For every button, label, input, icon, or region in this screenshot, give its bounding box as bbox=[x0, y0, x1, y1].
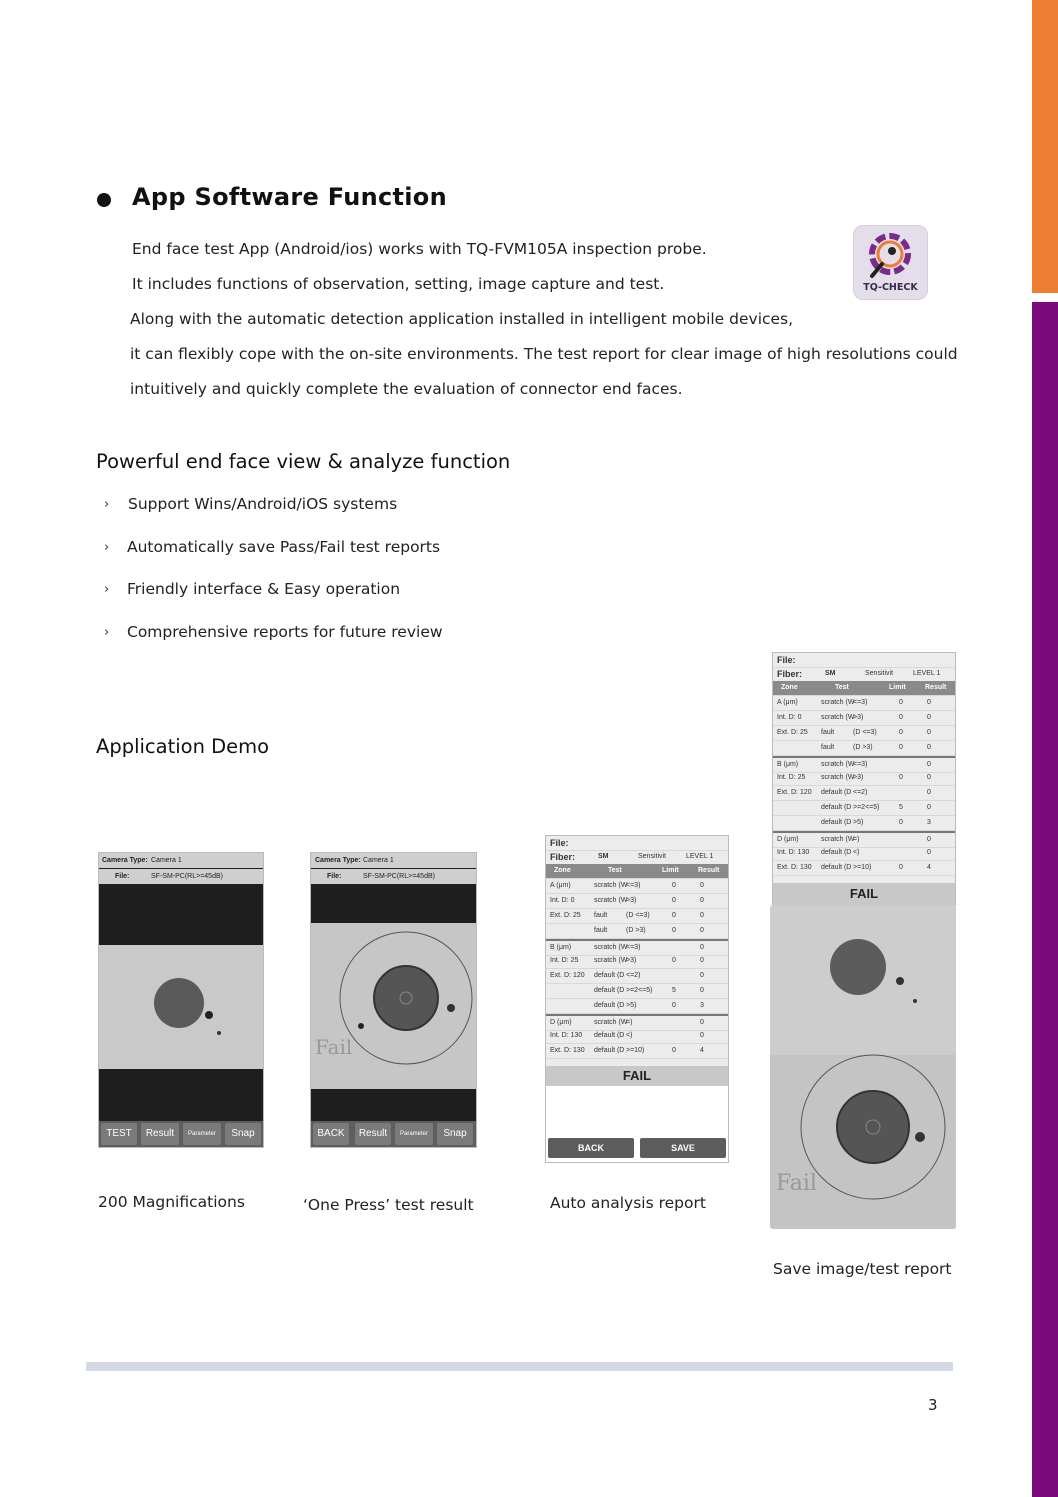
report-cell: scratch (W bbox=[594, 1019, 628, 1026]
report-cell: 5 bbox=[672, 987, 676, 994]
report-cell: scratch (W bbox=[594, 957, 628, 964]
feature-item: Support Wins/Android/iOS systems bbox=[128, 495, 398, 513]
fail-overlay-text: Fail bbox=[315, 1035, 353, 1059]
report-cell: 0 bbox=[672, 897, 676, 904]
section-bullet bbox=[97, 193, 111, 207]
report-row bbox=[773, 696, 955, 711]
report-cell: D (μm) bbox=[777, 836, 799, 843]
report-cell: 0 bbox=[672, 957, 676, 964]
report-cell: scratch (W bbox=[594, 944, 628, 951]
report-cell: 0 bbox=[672, 927, 676, 934]
report-cell: scratch (W bbox=[821, 714, 855, 721]
report-cell: 0 bbox=[672, 1002, 676, 1009]
tq-check-app-icon bbox=[854, 226, 927, 299]
report-cell: Int. D: 25 bbox=[550, 957, 579, 964]
report-cell: Ext. D: 130 bbox=[550, 1047, 585, 1054]
report-cell: A (μm) bbox=[777, 699, 798, 706]
report-row bbox=[773, 726, 955, 741]
report-cell: >=10) bbox=[853, 864, 872, 871]
report-row bbox=[773, 786, 955, 801]
list-bullet: › bbox=[104, 540, 110, 555]
report-row bbox=[546, 1044, 728, 1059]
test-button[interactable]: TEST bbox=[101, 1123, 137, 1145]
report-cell: default (D bbox=[821, 864, 852, 871]
saved-report-table bbox=[772, 652, 956, 906]
report-cell: 5 bbox=[899, 804, 903, 811]
saved-end-face-images bbox=[770, 905, 956, 1229]
report-cell: 0 bbox=[700, 882, 704, 889]
intro-line: Along with the automatic detection application installed in intelligent mobile devices, bbox=[130, 310, 794, 328]
report-row bbox=[773, 741, 955, 756]
report-cell: Int. D: 130 bbox=[777, 849, 810, 856]
report-cell: >5) bbox=[853, 819, 864, 826]
intro-line: intuitively and quickly complete the evaluation of connector end faces. bbox=[130, 380, 683, 398]
report-fail-label: FAIL bbox=[773, 883, 955, 905]
report-cell: 3 bbox=[927, 819, 931, 826]
report-cell: 0 bbox=[700, 1032, 704, 1039]
logo-label: TQ-CHECK bbox=[863, 282, 918, 293]
report-cell: scratch (W bbox=[594, 882, 628, 889]
report-cell: default (D bbox=[821, 804, 852, 811]
intro-line: it can flexibly cope with the on-site environments. The test report for clear image of high resolutions could bbox=[130, 345, 958, 363]
caption-test-result: ‘One Press’ test result bbox=[303, 1196, 474, 1214]
report-cell: default (D bbox=[594, 1047, 625, 1054]
report-cell: Ext. D: 120 bbox=[550, 972, 585, 979]
side-accent-orange bbox=[1032, 0, 1058, 293]
report-header-row: Zone Test Limit Result bbox=[546, 864, 728, 879]
report-cell: default (D bbox=[821, 789, 852, 796]
report-cell: <=3) bbox=[626, 882, 641, 889]
report-cell: 0 bbox=[927, 836, 931, 843]
report-cell: Ext. D: 120 bbox=[777, 789, 812, 796]
end-face-view bbox=[311, 923, 476, 1089]
camera-type-row: Camera Type: Camera 1 bbox=[311, 853, 476, 868]
phone-screenshot-magnification bbox=[98, 852, 264, 1148]
back-button[interactable]: BACK bbox=[313, 1123, 349, 1145]
report-row bbox=[773, 816, 955, 831]
report-cell: fault bbox=[594, 927, 608, 934]
report-cell: >=10) bbox=[626, 1047, 645, 1054]
feature-item: Automatically save Pass/Fail test reports bbox=[127, 538, 441, 556]
report-cell: =) bbox=[853, 836, 860, 843]
report-row bbox=[546, 909, 728, 924]
report-row bbox=[773, 861, 955, 876]
report-cell: default (D bbox=[594, 972, 625, 979]
auto-analysis-report-screen bbox=[545, 835, 729, 1163]
report-cell: 0 bbox=[700, 927, 704, 934]
report-row bbox=[773, 801, 955, 816]
report-cell: Ext. D: 25 bbox=[550, 912, 581, 919]
parameter-button[interactable]: Parameter bbox=[395, 1123, 433, 1145]
report-cell: (D >3) bbox=[626, 927, 646, 934]
feature-item: Friendly interface & Easy operation bbox=[127, 580, 401, 598]
result-button[interactable]: Result bbox=[141, 1123, 179, 1145]
fiber-end-face-image bbox=[311, 923, 476, 1089]
report-cell: fault bbox=[594, 912, 608, 919]
report-cell: 0 bbox=[927, 849, 931, 856]
report-cell: 0 bbox=[899, 774, 903, 781]
report-cell: 0 bbox=[700, 987, 704, 994]
report-cell: <) bbox=[626, 1032, 633, 1039]
report-cell: 0 bbox=[927, 714, 931, 721]
intro-line: It includes functions of observation, setting, image capture and test. bbox=[132, 275, 665, 293]
report-cell: >3) bbox=[853, 714, 864, 721]
report-cell: >3) bbox=[853, 774, 864, 781]
parameter-button[interactable]: Parameter bbox=[183, 1123, 221, 1145]
report-cell: 0 bbox=[672, 882, 676, 889]
report-cell: A (μm) bbox=[550, 882, 571, 889]
fail-overlay-text: Fail bbox=[776, 1171, 817, 1196]
report-cell: 0 bbox=[927, 699, 931, 706]
report-cell: default (D bbox=[821, 819, 852, 826]
snap-button[interactable]: Snap bbox=[437, 1123, 473, 1145]
report-cell: 0 bbox=[899, 714, 903, 721]
result-button[interactable]: Result bbox=[355, 1123, 391, 1145]
end-face-view bbox=[99, 945, 263, 1069]
report-cell: (D <=3) bbox=[853, 729, 877, 736]
file-row: File: SF-SM-PC(RL>=45dB) bbox=[311, 869, 476, 884]
report-cell: Ext. D: 25 bbox=[777, 729, 808, 736]
report-fiber-row: Fiber: SM Sensitivit LEVEL 1 bbox=[773, 667, 955, 682]
report-cell: <) bbox=[853, 849, 860, 856]
report-cell: <=2) bbox=[853, 789, 868, 796]
report-cell: 0 bbox=[899, 744, 903, 751]
report-cell: 0 bbox=[700, 897, 704, 904]
report-cell: (D >3) bbox=[853, 744, 873, 751]
report-row bbox=[546, 894, 728, 909]
caption-analysis-report: Auto analysis report bbox=[550, 1194, 706, 1212]
report-cell: 0 bbox=[672, 1047, 676, 1054]
report-cell: fault bbox=[821, 744, 835, 751]
report-cell: B (μm) bbox=[550, 944, 572, 951]
report-cell: default (D bbox=[594, 1002, 625, 1009]
report-cell: <=3) bbox=[853, 761, 868, 768]
report-row bbox=[546, 984, 728, 999]
report-file-row: File: bbox=[546, 836, 728, 851]
report-file-row: File: bbox=[773, 653, 955, 668]
report-cell: B (μm) bbox=[777, 761, 799, 768]
report-cell: 0 bbox=[700, 972, 704, 979]
list-bullet: › bbox=[104, 625, 110, 640]
phone-screenshot-test-result bbox=[310, 852, 477, 1148]
report-cell: scratch (W bbox=[821, 699, 855, 706]
report-cell: 0 bbox=[927, 789, 931, 796]
report-cell: scratch (W bbox=[821, 774, 855, 781]
report-cell: 0 bbox=[927, 761, 931, 768]
report-cell: 0 bbox=[927, 729, 931, 736]
demo-heading: Application Demo bbox=[96, 735, 270, 758]
feature-heading: Powerful end face view & analyze function bbox=[96, 450, 511, 473]
side-accent-purple bbox=[1032, 302, 1058, 1497]
report-cell: 0 bbox=[899, 864, 903, 871]
report-row bbox=[546, 879, 728, 894]
report-cell: >3) bbox=[626, 897, 637, 904]
report-cell: scratch (W bbox=[821, 836, 855, 843]
report-cell: 0 bbox=[700, 1019, 704, 1026]
back-button[interactable]: BACK bbox=[548, 1138, 634, 1158]
report-row bbox=[773, 771, 955, 786]
report-cell: D (μm) bbox=[550, 1019, 572, 1026]
file-row: File: SF-SM-PC(RL>=45dB) bbox=[99, 869, 263, 884]
report-cell: Ext. D: 130 bbox=[777, 864, 812, 871]
report-cell: >5) bbox=[626, 1002, 637, 1009]
report-cell: >3) bbox=[626, 957, 637, 964]
feature-item: Comprehensive reports for future review bbox=[127, 623, 443, 641]
caption-magnification: 200 Magnifications bbox=[98, 1193, 245, 1211]
report-cell: default (D bbox=[821, 849, 852, 856]
report-cell: 4 bbox=[700, 1047, 704, 1054]
camera-type-row: Camera Type: Camera 1 bbox=[99, 853, 263, 868]
report-cell: Int. D: 0 bbox=[777, 714, 802, 721]
report-row bbox=[546, 999, 728, 1014]
report-cell: 0 bbox=[700, 957, 704, 964]
report-cell: >=2<=5) bbox=[853, 804, 880, 811]
report-cell: (D <=3) bbox=[626, 912, 650, 919]
report-cell: Int. D: 130 bbox=[550, 1032, 583, 1039]
report-cell: 0 bbox=[899, 729, 903, 736]
report-row bbox=[546, 954, 728, 969]
report-cell: 0 bbox=[899, 819, 903, 826]
report-fail-label: FAIL bbox=[546, 1066, 728, 1086]
report-cell: fault bbox=[821, 729, 835, 736]
report-cell: default (D bbox=[594, 1032, 625, 1039]
page-number: 3 bbox=[928, 1396, 938, 1414]
caption-save-report: Save image/test report bbox=[773, 1260, 952, 1278]
list-bullet: › bbox=[104, 497, 110, 512]
report-row bbox=[773, 711, 955, 726]
report-row bbox=[546, 924, 728, 939]
list-bullet: › bbox=[104, 582, 110, 597]
report-row bbox=[773, 846, 955, 861]
report-cell: Int. D: 25 bbox=[777, 774, 806, 781]
report-cell: 0 bbox=[700, 944, 704, 951]
fiber-end-face-image bbox=[99, 945, 263, 1069]
snap-button[interactable]: Snap bbox=[225, 1123, 261, 1145]
report-cell: scratch (W bbox=[594, 897, 628, 904]
report-row bbox=[546, 969, 728, 984]
report-fiber-row: Fiber: SM Sensitivit LEVEL 1 bbox=[546, 850, 728, 865]
report-cell: <=3) bbox=[853, 699, 868, 706]
footer-divider bbox=[86, 1362, 953, 1371]
report-cell: scratch (W bbox=[821, 761, 855, 768]
report-cell: <=3) bbox=[626, 944, 641, 951]
report-cell: 0 bbox=[927, 744, 931, 751]
report-row bbox=[546, 1029, 728, 1044]
report-cell: 0 bbox=[700, 912, 704, 919]
report-cell: <=2) bbox=[626, 972, 641, 979]
report-cell: default (D bbox=[594, 987, 625, 994]
report-cell: 0 bbox=[927, 804, 931, 811]
report-cell: =) bbox=[626, 1019, 633, 1026]
report-cell: 0 bbox=[899, 699, 903, 706]
report-header-row: Zone Test Limit Result bbox=[773, 681, 955, 696]
report-cell: Int. D: 0 bbox=[550, 897, 575, 904]
save-button[interactable]: SAVE bbox=[640, 1138, 726, 1158]
report-cell: 0 bbox=[927, 774, 931, 781]
report-cell: 0 bbox=[672, 912, 676, 919]
report-cell: 3 bbox=[700, 1002, 704, 1009]
report-cell: 4 bbox=[927, 864, 931, 871]
report-cell: >=2<=5) bbox=[626, 987, 653, 994]
section-title: App Software Function bbox=[132, 183, 447, 211]
intro-line: End face test App (Android/ios) works with TQ-FVM105A inspection probe. bbox=[132, 240, 707, 258]
